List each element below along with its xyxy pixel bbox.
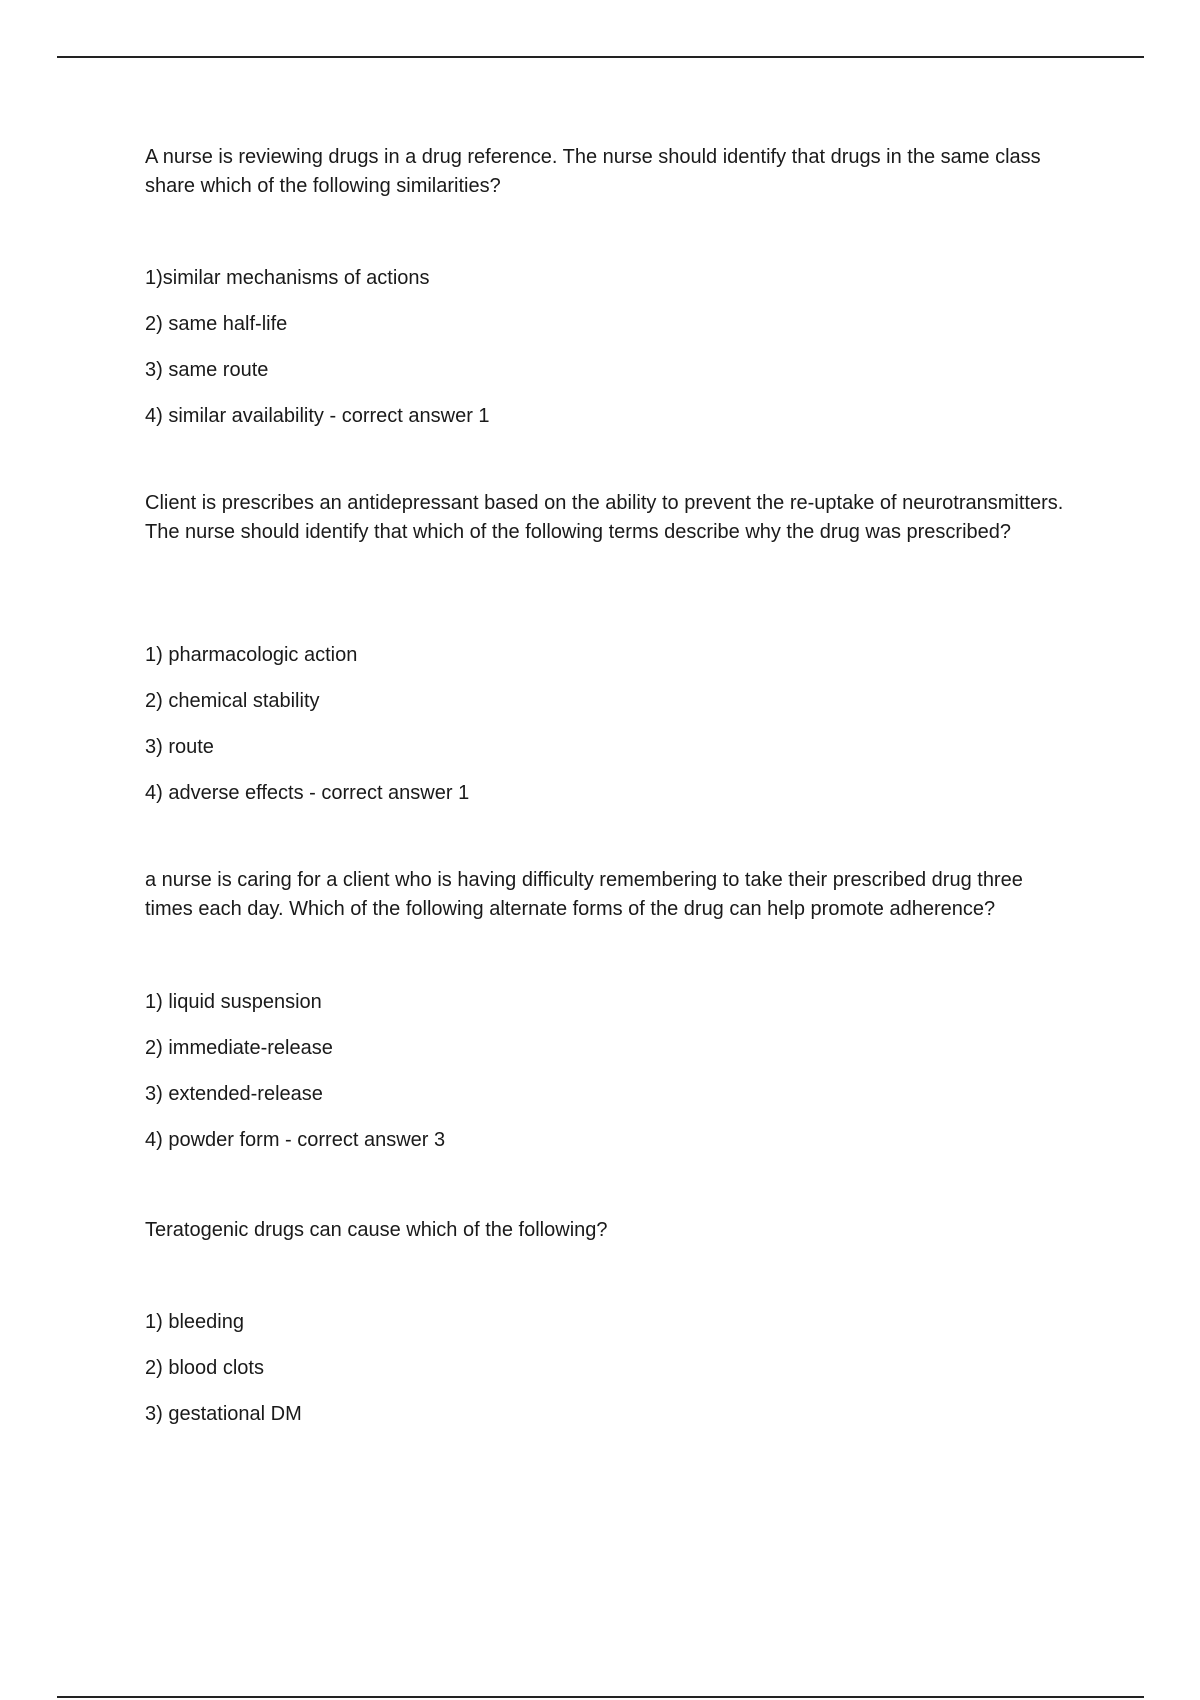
question-3-option-3: 3) extended-release (145, 1083, 323, 1105)
question-1-option-4: 4) similar availability - correct answer 1 (145, 405, 490, 427)
question-2-option-1: 1) pharmacologic action (145, 644, 358, 666)
question-1-option-3: 3) same route (145, 359, 269, 381)
question-1-text: A nurse is reviewing drugs in a drug reference. The nurse should identify that drugs in the same class share which of the following similarities? (145, 146, 1041, 197)
question-3-options (145, 989, 445, 1173)
question-4-text: Teratogenic drugs can cause which of the following? (145, 1219, 608, 1241)
footer-rule (57, 1696, 1144, 1698)
header-rule (57, 56, 1144, 58)
question-3-option-2: 2) immediate-release (145, 1037, 333, 1059)
question-1-option-1: 1)similar mechanisms of actions (145, 267, 430, 289)
question-3-text: a nurse is caring for a client who is having difficulty remembering to take their prescribed drug three times each day. Which of the following alternate forms of the drug can help promote adherence? (145, 869, 1023, 920)
question-2-option-2: 2) chemical stability (145, 690, 320, 712)
question-4-option-1: 1) bleeding (145, 1311, 244, 1333)
question-2-text: Client is prescribes an antidepressant based on the ability to prevent the re-uptake of neurotransmitters. The nurse should identify that which of the following terms describe why the drug was prescribed? (145, 492, 1064, 543)
question-2-options (145, 642, 469, 826)
question-3-option-4: 4) powder form - correct answer 3 (145, 1129, 446, 1151)
question-4-option-3: 3) gestational DM (145, 1403, 302, 1425)
question-1-options (145, 265, 490, 449)
question-2-option-4: 4) adverse effects - correct answer 1 (145, 782, 470, 804)
question-3-option-1: 1) liquid suspension (145, 991, 322, 1013)
question-2-option-3: 3) route (145, 736, 214, 758)
question-4-options (145, 1309, 302, 1447)
question-4-option-2: 2) blood clots (145, 1357, 264, 1379)
question-1-option-2: 2) same half-life (145, 313, 288, 335)
